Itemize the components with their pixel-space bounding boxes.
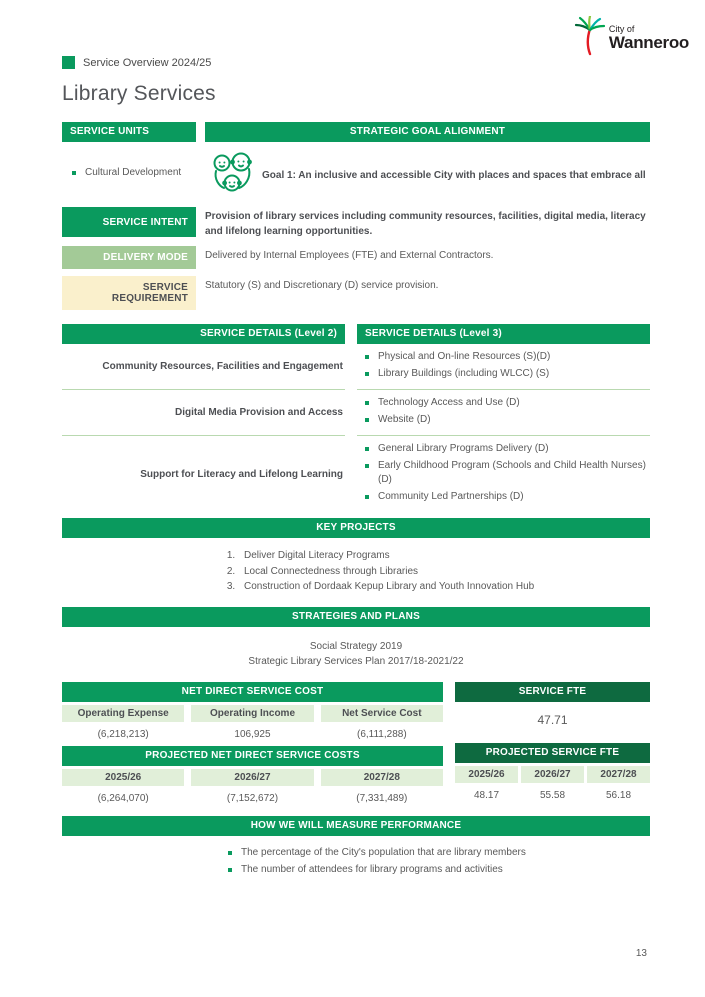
bullet-icon — [365, 464, 369, 468]
level3-label: Website (D) — [378, 414, 431, 425]
strategy-item: Strategic Library Services Plan 2017/18-2021/22 — [248, 656, 464, 667]
key-projects-list — [218, 548, 650, 595]
bullet-icon — [365, 447, 369, 451]
service-units-header: SERVICE UNITS — [62, 122, 196, 142]
level2-label: Community Resources, Facilities and Engagement — [102, 361, 343, 372]
level3-label: Technology Access and Use (D) — [378, 397, 520, 408]
net-cost-value: (6,218,213) — [97, 728, 149, 740]
bullet-icon — [365, 372, 369, 376]
net-cost-col-header: Operating Expense — [62, 705, 184, 722]
page-title: Library Services — [62, 82, 216, 105]
service-details-level2-header: SERVICE DETAILS (Level 2) — [62, 324, 345, 344]
performance-header: HOW WE WILL MEASURE PERFORMANCE — [62, 816, 650, 836]
projected-cost-value: (7,152,672) — [226, 792, 279, 804]
page-number: 13 — [635, 948, 647, 959]
delivery-mode-label: DELIVERY MODE — [62, 246, 196, 269]
bullet-icon — [365, 401, 369, 405]
key-project-item: 2. Local Connectedness through Libraries — [238, 564, 650, 580]
projected-cost-value: (6,264,070) — [97, 792, 149, 804]
projected-fte-value: 48.17 — [473, 789, 500, 801]
performance-item — [218, 863, 650, 877]
service-requirement-label: SERVICE REQUIREMENT — [62, 276, 196, 310]
strategy-item: Social Strategy 2019 — [309, 640, 403, 652]
projected-fte-value: 56.18 — [605, 789, 632, 801]
strategic-goal-header: STRATEGIC GOAL ALIGNMENT — [205, 122, 650, 142]
projected-fte-col-header: 2025/26 — [455, 766, 518, 783]
projected-fte-col-header: 2026/27 — [521, 766, 584, 783]
service-details-row — [62, 435, 650, 512]
key-project-item: 3. Construction of Dordaak Kepup Library and Youth Innovation Hub — [238, 579, 650, 595]
service-unit-label: Cultural Development — [85, 167, 182, 178]
bullet-icon — [72, 171, 76, 175]
level3-label: Library Buildings (including WLCC) (S) — [378, 368, 550, 379]
level3-label: Community Led Partnerships (D) — [378, 491, 524, 502]
bullet-icon — [365, 495, 369, 499]
bullet-icon — [365, 355, 369, 359]
document-eyebrow — [62, 56, 650, 69]
strategies-header: STRATEGIES AND PLANS — [62, 607, 650, 627]
service-fte-header: SERVICE FTE — [455, 682, 650, 702]
level3-item — [357, 442, 650, 456]
service-fte-value: 47.71 — [537, 713, 568, 727]
logo-wanneroo: Wanneroo — [608, 33, 689, 52]
level3-label: General Library Programs Delivery (D) — [378, 443, 549, 454]
level3-item — [357, 367, 650, 381]
level3-item — [357, 490, 650, 504]
net-cost-value: 106,925 — [234, 728, 271, 740]
level3-label: Physical and On-line Resources (S)(D) — [378, 351, 551, 362]
service-unit-item — [62, 166, 196, 180]
projected-cost-header: PROJECTED NET DIRECT SERVICE COSTS — [62, 746, 443, 766]
service-details-row — [62, 344, 650, 389]
level2-label: Support for Literacy and Lifelong Learning — [62, 435, 345, 512]
projected-cost-col-header: 2026/27 — [191, 769, 313, 786]
performance-label: The percentage of the City's population that are library members — [241, 846, 526, 858]
level3-item — [357, 396, 650, 410]
level2-label: Digital Media Provision and Access — [62, 389, 345, 435]
delivery-mode-text: Delivered by Internal Employees (FTE) and External Contractors. — [205, 250, 494, 261]
eyebrow-label: Service Overview 2024/25 — [83, 56, 212, 69]
performance-label: The number of attendees for library programs and activities — [241, 863, 503, 875]
strategies-list — [62, 639, 650, 670]
projected-cost-value: (7,331,489) — [356, 792, 408, 804]
bullet-icon — [365, 418, 369, 422]
level3-item — [357, 413, 650, 427]
service-intent-text: Provision of library services including community resources, facilities, digital media, literacy and lifelong learning opportunities. — [205, 211, 646, 237]
service-details-row — [62, 389, 650, 435]
key-projects-header: KEY PROJECTS — [62, 518, 650, 538]
net-cost-col-header: Net Service Cost — [321, 705, 443, 722]
net-cost-header: NET DIRECT SERVICE COST — [62, 682, 443, 702]
level3-item — [357, 459, 650, 487]
service-intent-label: SERVICE INTENT — [62, 207, 196, 237]
projected-cost-col-header: 2027/28 — [321, 769, 443, 786]
net-cost-col-header: Operating Income — [191, 705, 313, 722]
logo-city-of: City of — [608, 24, 635, 34]
projected-fte-header: PROJECTED SERVICE FTE — [455, 743, 650, 763]
strategic-goal-text: Goal 1: An inclusive and accessible City with places and spaces that embrace all — [262, 169, 646, 181]
performance-item — [218, 846, 650, 860]
service-details-level3-header: SERVICE DETAILS (Level 3) — [357, 324, 650, 344]
projected-fte-col-header: 2027/28 — [587, 766, 650, 783]
community-faces-icon — [210, 151, 254, 200]
green-square-icon — [62, 56, 75, 69]
performance-list — [218, 846, 650, 877]
projected-fte-value: 55.58 — [539, 789, 566, 801]
level3-item — [357, 350, 650, 364]
service-requirement-text: Statutory (S) and Discretionary (D) service provision. — [205, 280, 439, 291]
bullet-icon — [228, 868, 232, 872]
projected-cost-col-header: 2025/26 — [62, 769, 184, 786]
net-cost-value: (6,111,288) — [356, 728, 407, 740]
level3-label: Early Childhood Program (Schools and Child Health Nurses) (D) — [378, 460, 646, 485]
key-project-item: 1. Deliver Digital Literacy Programs — [238, 548, 650, 564]
bullet-icon — [228, 851, 232, 855]
